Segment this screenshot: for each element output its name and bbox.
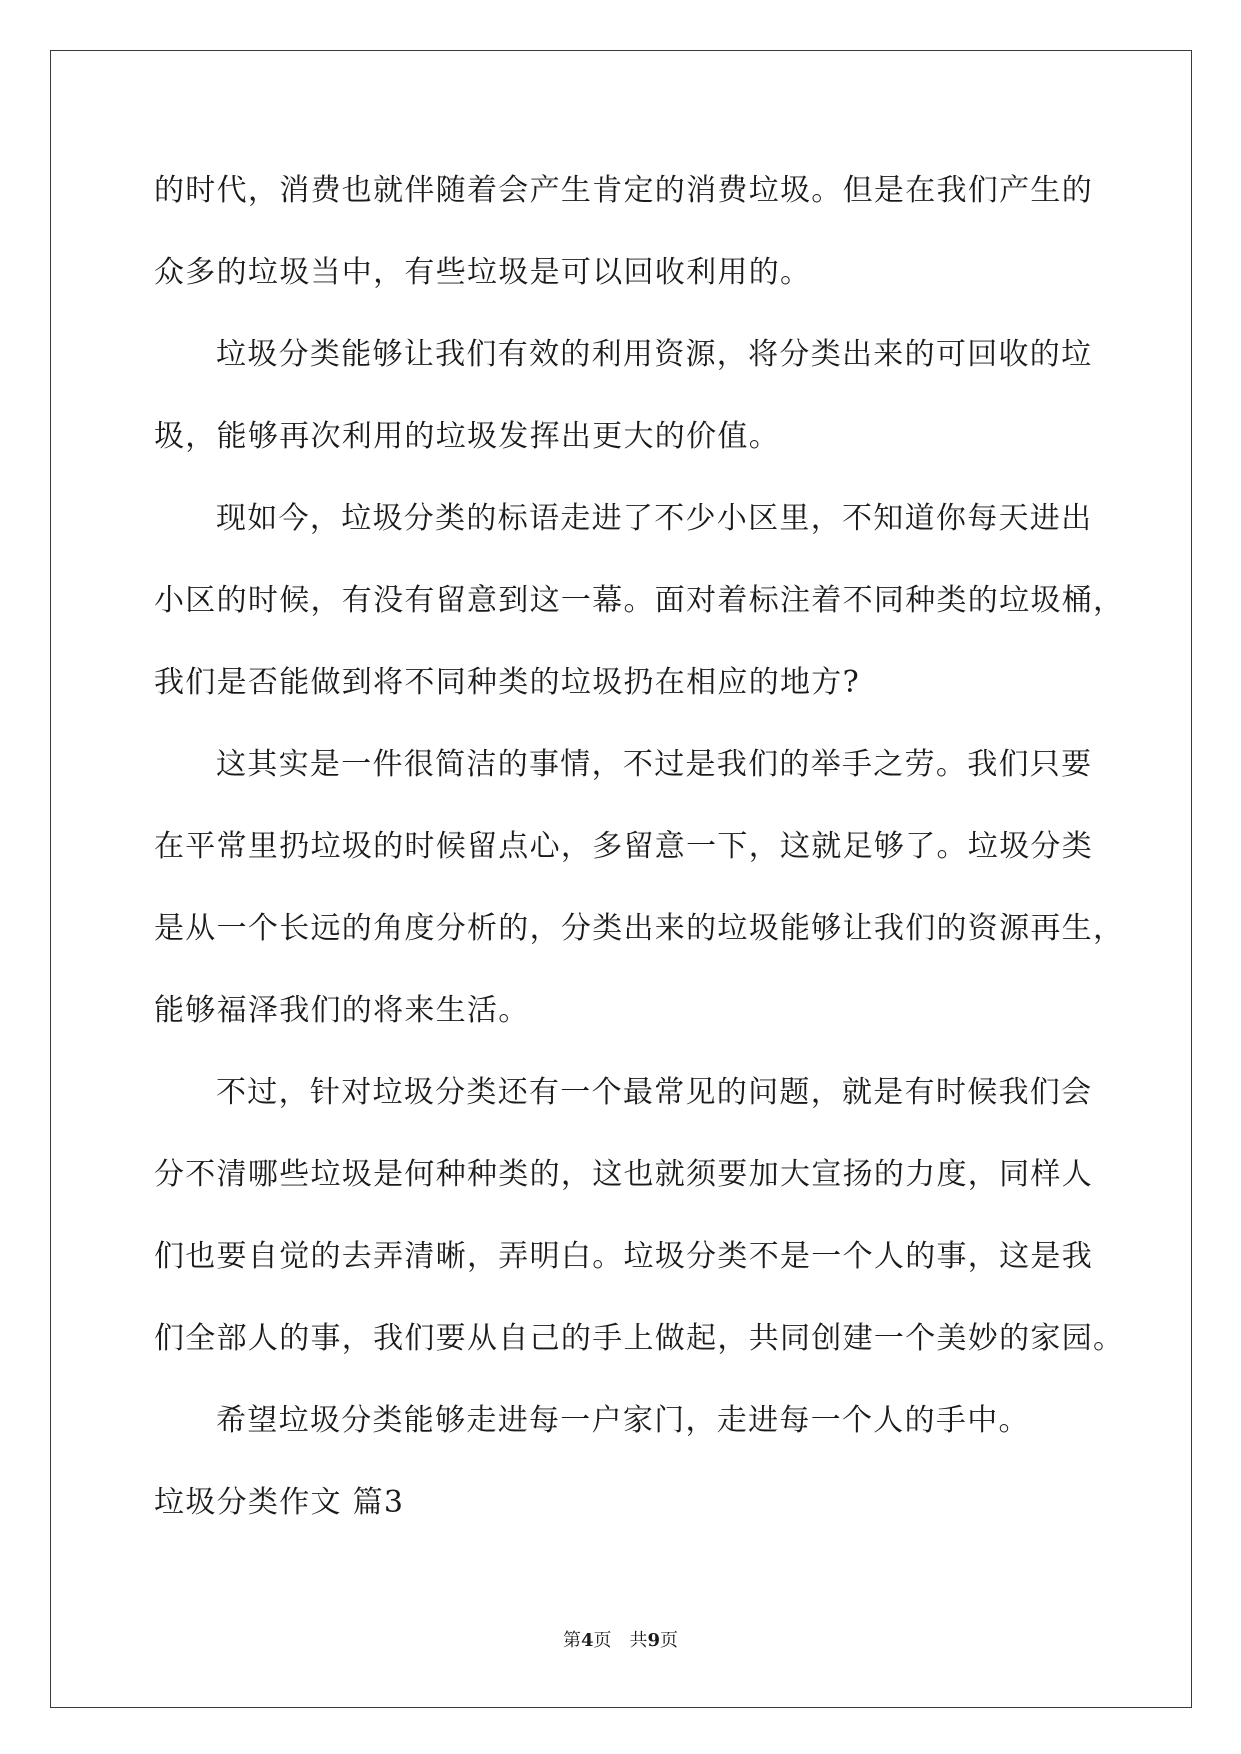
text-line: 众多的垃圾当中，有些垃圾是可以回收利用的。 bbox=[154, 255, 812, 290]
paragraph bbox=[154, 1380, 1154, 1462]
article-body bbox=[154, 150, 1154, 1544]
paragraph bbox=[154, 478, 1154, 724]
paragraph bbox=[154, 150, 1154, 314]
text-line: 圾，能够再次利用的垃圾发挥出更大的价值。 bbox=[154, 419, 780, 454]
page-prefix: 第 bbox=[562, 1630, 581, 1651]
text-line: 希望垃圾分类能够走进每一户家门，走进每一个人的手中。 bbox=[216, 1403, 1030, 1438]
total-pages-number: 9 bbox=[647, 1630, 661, 1651]
text-line: 们也要自觉的去弄清晰，弄明白。垃圾分类不是一个人的事，这是我 bbox=[154, 1239, 1093, 1274]
page-footer bbox=[0, 1626, 1241, 1656]
section-heading: 垃圾分类作文 篇3 bbox=[154, 1485, 405, 1520]
text-line: 小区的时候，有没有留意到这一幕。面对着标注着不同种类的垃圾桶， bbox=[154, 583, 1125, 618]
text-line: 们全部人的事，我们要从自己的手上做起，共同创建一个美妙的家园。 bbox=[154, 1321, 1125, 1356]
text-line: 能够福泽我们的将来生活。 bbox=[154, 993, 530, 1028]
text-line: 垃圾分类能够让我们有效的利用资源，将分类出来的可回收的垃 bbox=[216, 337, 1093, 372]
text-line: 在平常里扔垃圾的时候留点心，多留意一下，这就足够了。垃圾分类 bbox=[154, 829, 1093, 864]
total-prefix: 共 bbox=[629, 1630, 648, 1651]
text-line: 分不清哪些垃圾是何种种类的，这也就须要加大宣扬的力度，同样人 bbox=[154, 1157, 1093, 1192]
paragraph bbox=[154, 314, 1154, 478]
text-line: 现如今，垃圾分类的标语走进了不少小区里，不知道你每天进出 bbox=[216, 501, 1093, 536]
paragraph bbox=[154, 724, 1154, 1052]
text-line: 这其实是一件很简洁的事情，不过是我们的举手之劳。我们只要 bbox=[216, 747, 1093, 782]
current-page-number: 4 bbox=[580, 1630, 594, 1651]
text-line: 的时代，消费也就伴随着会产生肯定的消费垃圾。但是在我们产生的 bbox=[154, 173, 1093, 208]
text-line: 不过，针对垃圾分类还有一个最常见的问题，就是有时候我们会 bbox=[216, 1075, 1093, 1110]
page-suffix: 页 bbox=[593, 1630, 612, 1651]
total-suffix: 页 bbox=[660, 1630, 679, 1651]
text-line: 是从一个长远的角度分析的，分类出来的垃圾能够让我们的资源再生， bbox=[154, 911, 1125, 946]
text-line: 我们是否能做到将不同种类的垃圾扔在相应的地方? bbox=[154, 665, 860, 700]
paragraph bbox=[154, 1052, 1154, 1380]
